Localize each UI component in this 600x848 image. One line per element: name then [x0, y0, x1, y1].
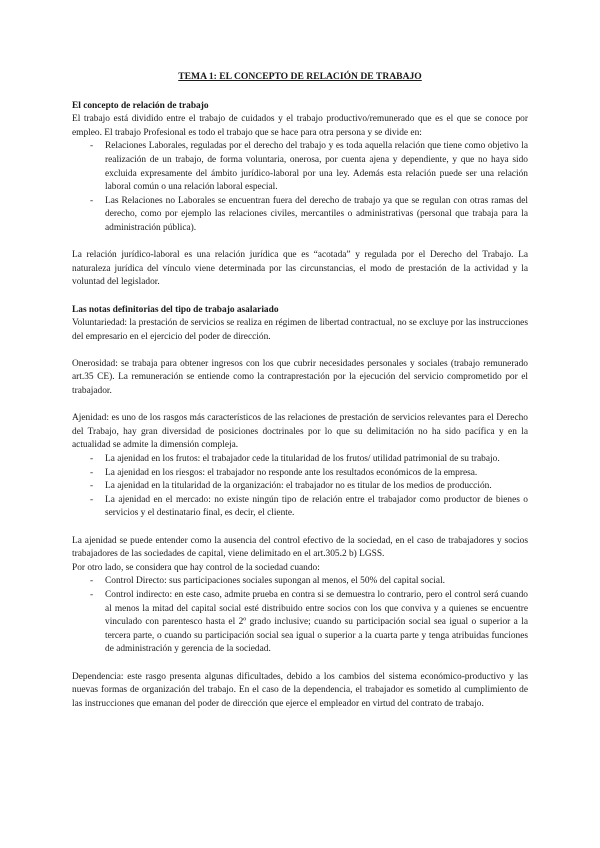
- paragraph-relacion-juridico-laboral: La relación jurídico-laboral es una relación jurídica que es “acotada” y regulada por el Derecho del Trabajo. La naturaleza jurídica del vínculo viene determinada por las circunstancias, el modo de prestación de la actividad y la voluntad del legislador.: [72, 250, 528, 288]
- list-item-relaciones-laborales: - Relaciones Laborales, reguladas por el derecho del trabajo y es toda aquella relación que tiene como objetivo la realización de un trabajo, de forma voluntaria, onerosa, por cuenta ajena y dependiente, y que no haya sido excluida expresamente del ámbito jurídico-laboral por una ley. Además esta relación puede ser una relación laboral común o una relación laboral especial.: [72, 140, 528, 194]
- paragraph-onerosidad: Onerosidad: se trabaja para obtener ingresos con los que cubrir necesidades personales y sociales (trabajo remunerado art.35 CE). La remuneración se entiende como la contraprestación por la ejecución del servicio comprometido por el trabajador.: [72, 358, 528, 397]
- list-trabajo-profesional: [72, 140, 528, 235]
- page-title: TEMA 1: EL CONCEPTO DE RELACIÓN DE TRABAJO: [178, 71, 422, 82]
- list-item-ajenidad-frutos: - La ajenidad en los frutos: el trabajador cede la titularidad de los frutos/ utilidad patrimonial de su trabajo.: [72, 453, 528, 467]
- section-heading-notas: Las notas definitorias del tipo de trabajo asalariado: [72, 304, 279, 315]
- paragraph-control-intro: Por otro lado, se considera que hay control de la sociedad cuando:: [72, 562, 320, 573]
- list-item-ajenidad-riesgos: - La ajenidad en los riesgos: el trabajador no responde ante los resultados económicos de la empresa.: [72, 467, 528, 481]
- list-item-control-indirecto: - Control indirecto: en este caso, admite prueba en contra si se demuestra lo contrario, pero el control será cuando al menos la mitad del capital social esté distribuido entre socios con los que conviva y a quienes se encuentre vinculado con parentesco hasta el 2º grado inclusive; cuando su participación social sea igual o superior a la tercera parte, o cuando su participación social sea igual o superior a la cuarta parte y tenga atribuidas funciones de administración y gerencia de la sociedad.: [72, 589, 528, 657]
- paragraph-dependencia: Dependencia: este rasgo presenta algunas dificultades, debido a los cambios del sistema económico-productivo y las nuevas formas de organización del trabajo. En el caso de la dependencia, el trabajador es sometido al cumplimiento de las instrucciones que emanan del poder de dirección que ejerce el empleador en virtud del contrato de trabajo.: [72, 671, 528, 709]
- list-control: [72, 575, 528, 657]
- list-item-relaciones-no-laborales: - Las Relaciones no Laborales se encuentran fuera del derecho de trabajo ya que se regulan con otras ramas del derecho, como por ejemplo las relaciones civiles, mercantiles o administrativas (personal que trabaja para la administración pública).: [72, 195, 528, 236]
- section-heading-concepto: El concepto de relación de trabajo: [72, 100, 209, 111]
- document-body: [72, 70, 528, 711]
- paragraph-voluntariedad: Voluntariedad: la prestación de servicios se realiza en régimen de libertad contractual, no se excluye por las instrucciones del empresario en el ejercicio del poder de dirección.: [72, 318, 528, 342]
- list-item-control-directo: - Control Directo: sus participaciones sociales supongan al menos, el 50% del capital social.: [72, 575, 528, 589]
- list-item-ajenidad-organizacion: - La ajenidad en la titularidad de la organización: el trabajador no es titular de los medios de producción.: [72, 480, 528, 494]
- list-ajenidad: [72, 453, 528, 521]
- paragraph-intro: El trabajo está dividido entre el trabajo de cuidados y el trabajo productivo/remunerado que es el que se conoce por empleo. El trabajo Profesional es todo el trabajo que se hace para otra persona y se divide en:: [72, 114, 528, 138]
- paragraph-ajenidad-control: La ajenidad se puede entender como la ausencia del control efectivo de la sociedad, en el caso de trabajadores y socios trabajadores de las sociedades de capital, viene delimitado en el art.305.2 b) LGSS.: [72, 535, 528, 560]
- list-item-ajenidad-mercado: - La ajenidad en el mercado: no existe ningún tipo de relación entre el trabajador como productor de bienes o servicios y el destinatario final, es decir, el cliente.: [72, 494, 528, 521]
- paragraph-ajenidad: Ajenidad: es uno de los rasgos más característicos de las relaciones de prestación de servicios relevantes para el Derecho del Trabajo, hay gran diversidad de posiciones doctrinales por lo que su delimitación no ha sido pacífica y en la actualidad se admite la dimensión compleja.: [72, 413, 528, 451]
